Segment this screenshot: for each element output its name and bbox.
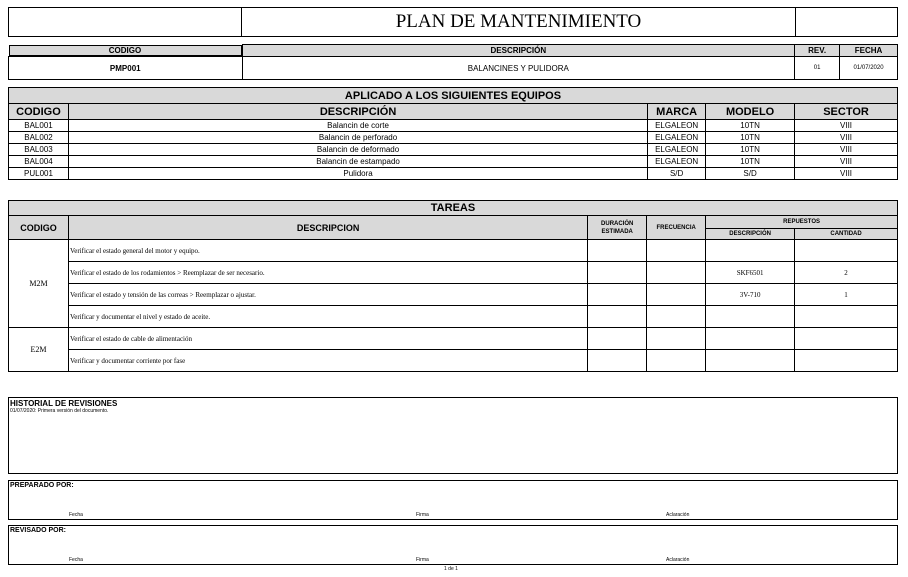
equipo-sector: VIII — [795, 132, 898, 144]
doc-descripcion-value: BALANCINES Y PULIDORA — [242, 57, 795, 80]
tarea-repuesto — [706, 306, 795, 328]
revisado-section — [8, 525, 898, 565]
tarea-repuesto — [706, 328, 795, 350]
tareas-repuestos-header: REPUESTOS — [706, 216, 898, 229]
tarea-cantidad — [795, 306, 898, 328]
tarea-frecuencia — [647, 262, 706, 284]
equipo-modelo: 10TN — [706, 132, 795, 144]
equipos-codigo-header: CODIGO — [9, 104, 69, 120]
equipos-modelo-header: MODELO — [706, 104, 795, 120]
revisado-aclaracion-label: Aclaración — [666, 557, 690, 563]
tarea-duracion — [588, 262, 647, 284]
tarea-cantidad: 1 — [795, 284, 898, 306]
tarea-descripcion: Verificar el estado y tensión de las correas > Reemplazar o ajustar. — [68, 284, 587, 306]
equipo-row — [9, 156, 898, 168]
equipo-modelo: 10TN — [706, 144, 795, 156]
tareas-codigo-header: CODIGO — [9, 216, 69, 240]
tarea-cantidad — [795, 240, 898, 262]
tarea-duracion — [588, 328, 647, 350]
tarea-descripcion: Verificar y documentar corriente por fase — [68, 350, 587, 372]
tarea-frecuencia — [647, 240, 706, 262]
page-number: 1 de 1 — [444, 566, 458, 572]
tarea-repuesto: SKF6501 — [706, 262, 795, 284]
equipo-row — [9, 120, 898, 132]
tarea-frecuencia — [647, 350, 706, 372]
equipo-sector: VIII — [795, 156, 898, 168]
equipo-descripcion: Pulidora — [68, 168, 647, 180]
equipo-marca: S/D — [648, 168, 706, 180]
tarea-frecuencia — [647, 306, 706, 328]
tarea-row — [9, 284, 898, 306]
doc-codigo-header: CODIGO — [9, 45, 242, 56]
equipo-codigo: BAL004 — [9, 156, 69, 168]
revisado-fecha-label: Fecha — [69, 557, 83, 563]
tarea-frecuencia — [647, 284, 706, 306]
doc-info-table — [8, 44, 898, 80]
equipo-sector: VIII — [795, 120, 898, 132]
tarea-group-codigo: M2M — [9, 240, 69, 328]
equipo-codigo: BAL002 — [9, 132, 69, 144]
tarea-row — [9, 262, 898, 284]
equipos-table — [8, 87, 898, 180]
equipo-modelo: 10TN — [706, 120, 795, 132]
tarea-row — [9, 240, 898, 262]
equipo-codigo: BAL003 — [9, 144, 69, 156]
equipo-descripcion: Balancin de corte — [68, 120, 647, 132]
duracion-line2: ESTIMADA — [601, 228, 633, 235]
tareas-rep-descripcion-header: DESCRIPCIÓN — [706, 229, 795, 240]
preparado-fecha-label: Fecha — [69, 512, 83, 518]
revisado-title: REVISADO POR: — [10, 527, 67, 534]
doc-rev-header: REV. — [795, 45, 840, 57]
equipo-codigo: PUL001 — [9, 168, 69, 180]
page-title: PLAN DE MANTENIMIENTO — [241, 7, 796, 37]
doc-fecha-value: 01/07/2020 — [840, 57, 898, 80]
doc-codigo-value: PMP001 — [9, 57, 243, 80]
tareas-table — [8, 200, 898, 372]
tarea-row — [9, 306, 898, 328]
equipo-modelo: 10TN — [706, 156, 795, 168]
preparado-section — [8, 480, 898, 520]
historial-section — [8, 397, 898, 474]
preparado-firma-label: Firma — [416, 512, 429, 518]
doc-descripcion-header: DESCRIPCIÓN — [242, 45, 795, 57]
equipo-codigo: BAL001 — [9, 120, 69, 132]
equipo-row — [9, 168, 898, 180]
tarea-repuesto — [706, 240, 795, 262]
equipo-descripcion: Balancin de estampado — [68, 156, 647, 168]
tarea-row — [9, 328, 898, 350]
tareas-descripcion-header: DESCRIPCION — [68, 216, 587, 240]
equipo-row — [9, 144, 898, 156]
tarea-duracion — [588, 284, 647, 306]
tarea-descripcion: Verificar y documentar el nivel y estado de aceite. — [68, 306, 587, 328]
equipos-marca-header: MARCA — [648, 104, 706, 120]
equipo-marca: ELGALEON — [648, 132, 706, 144]
tarea-repuesto — [706, 350, 795, 372]
equipo-marca: ELGALEON — [648, 156, 706, 168]
equipo-descripcion: Balancin de deformado — [68, 144, 647, 156]
tarea-row — [9, 350, 898, 372]
doc-fecha-header: FECHA — [840, 45, 898, 57]
preparado-aclaracion-label: Aclaración — [666, 512, 690, 518]
tarea-descripcion: Verificar el estado de los rodamientos > Reemplazar de ser necesario. — [68, 262, 587, 284]
tarea-cantidad — [795, 350, 898, 372]
tarea-repuesto: 3V-710 — [706, 284, 795, 306]
duracion-line1: DURACIÓN — [601, 220, 634, 227]
equipo-row — [9, 132, 898, 144]
historial-entry: 01/07/2020: Primera versión del documento. — [10, 408, 109, 414]
tarea-duracion — [588, 240, 647, 262]
preparado-title: PREPARADO POR: — [10, 482, 74, 489]
header-left-cell — [8, 7, 242, 37]
tareas-frecuencia-header: FRECUENCIA — [647, 216, 706, 240]
tarea-duracion — [588, 350, 647, 372]
equipo-sector: VIII — [795, 144, 898, 156]
tarea-frecuencia — [647, 328, 706, 350]
equipos-descripcion-header: DESCRIPCIÓN — [68, 104, 647, 120]
header-right-cell — [795, 7, 898, 37]
revisado-firma-label: Firma — [416, 557, 429, 563]
tarea-cantidad — [795, 328, 898, 350]
tareas-duracion-header — [588, 216, 647, 240]
tarea-duracion — [588, 306, 647, 328]
tareas-rep-cantidad-header: CANTIDAD — [795, 229, 898, 240]
equipo-marca: ELGALEON — [648, 120, 706, 132]
doc-rev-value: 01 — [795, 57, 840, 80]
tareas-title: TAREAS — [9, 201, 898, 216]
tarea-descripcion: Verificar el estado de cable de alimentación — [68, 328, 587, 350]
equipo-sector: VIII — [795, 168, 898, 180]
equipo-descripcion: Balancin de perforado — [68, 132, 647, 144]
historial-title: HISTORIAL DE REVISIONES — [10, 399, 118, 408]
equipo-modelo: S/D — [706, 168, 795, 180]
equipos-sector-header: SECTOR — [795, 104, 898, 120]
equipo-marca: ELGALEON — [648, 144, 706, 156]
tarea-cantidad: 2 — [795, 262, 898, 284]
tarea-group-codigo: E2M — [9, 328, 69, 372]
tarea-descripcion: Verificar el estado general del motor y equipo. — [68, 240, 587, 262]
equipos-title: APLICADO A LOS SIGUIENTES EQUIPOS — [9, 88, 898, 104]
